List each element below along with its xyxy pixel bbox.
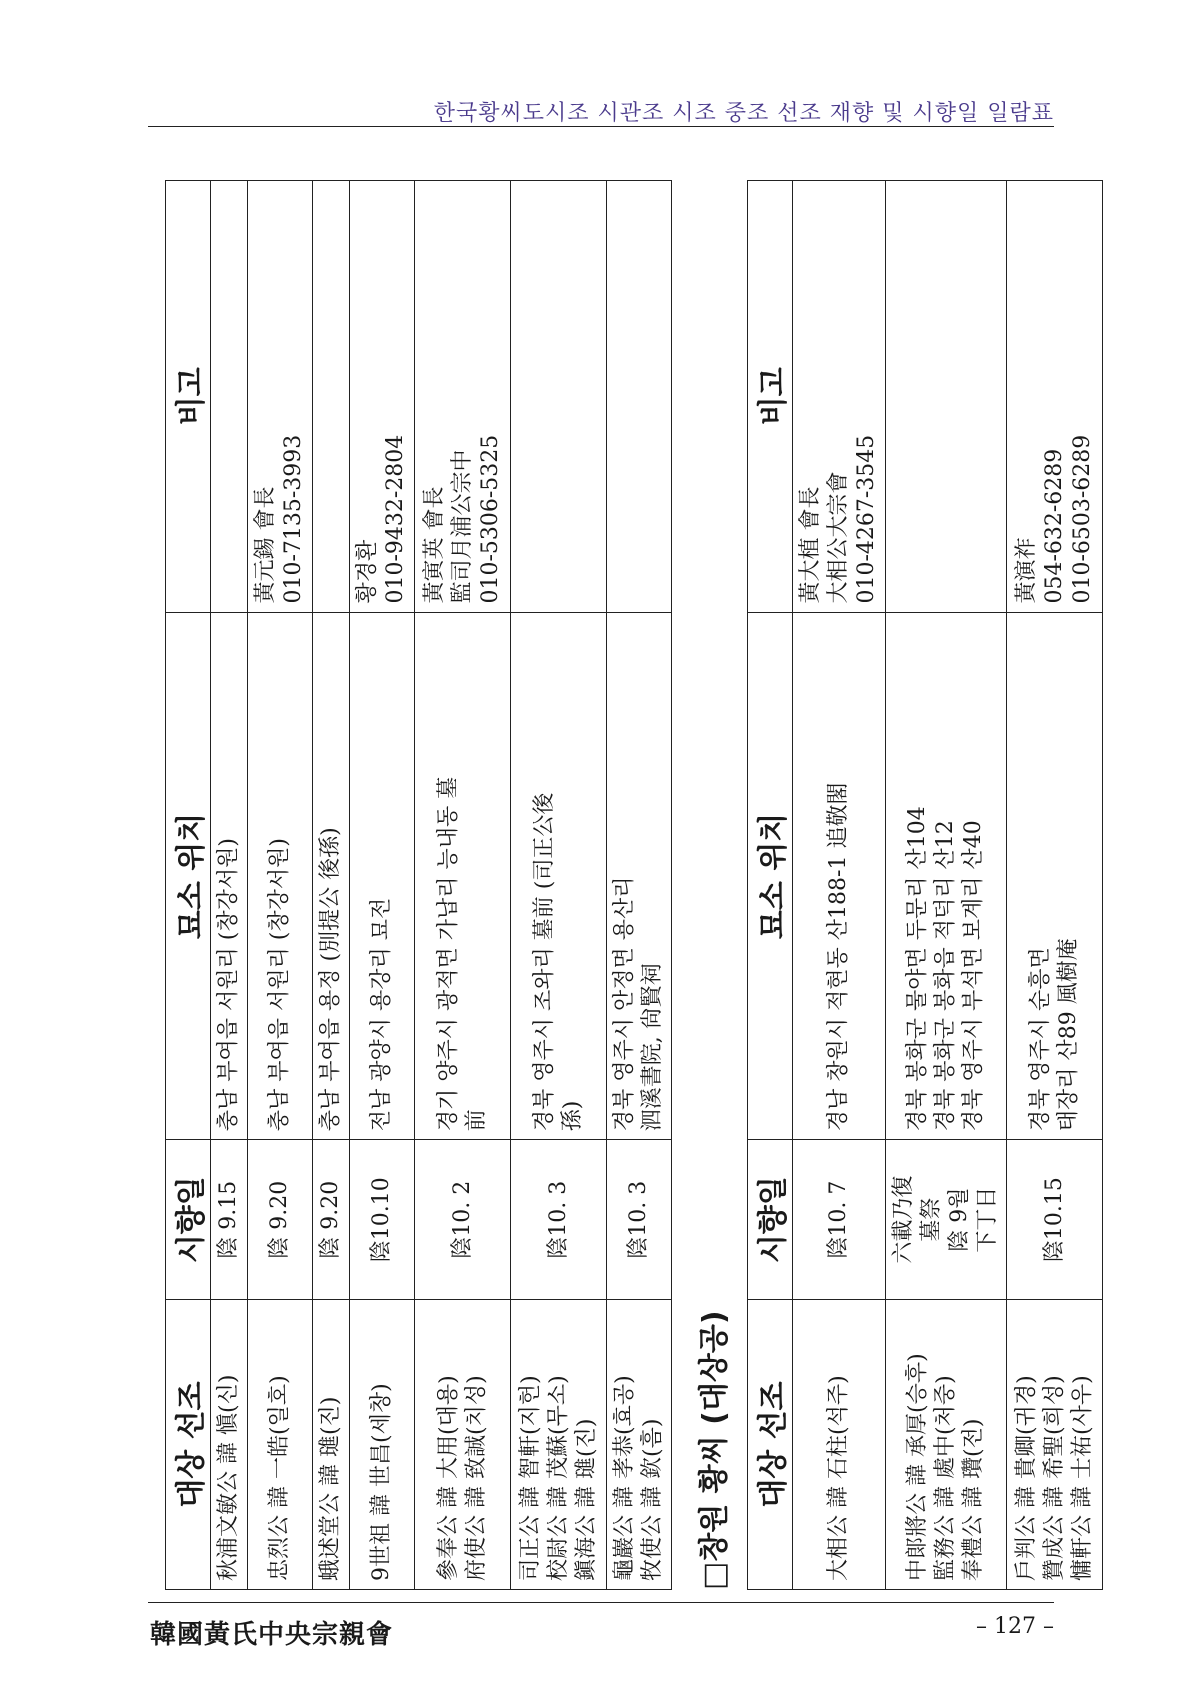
- location-line: 경북 영주시 부석면 보계리 산40: [961, 820, 986, 1132]
- column-header: 묘소 위치: [166, 612, 211, 1140]
- date-line: 陰10. 7: [826, 1180, 851, 1259]
- page-header-title: 한국황씨도시조 시관조 시조 중조 선조 재향 및 시향일 일람표: [433, 101, 1054, 126]
- date-line: 陰 9.20: [267, 1180, 292, 1259]
- column-header: 비고: [748, 181, 793, 613]
- ancestor-line: 戶判公 諱 貴卿(귀경): [1013, 1375, 1039, 1581]
- note-cell: [511, 181, 607, 613]
- ancestor-line: 龜巖公 諱 孝恭(효공): [612, 1375, 637, 1581]
- footer-organization: 韓國黃氏中央宗親會: [150, 1620, 394, 1650]
- location-cell: [248, 612, 313, 1140]
- note-line: 黃元錫 會長: [253, 486, 278, 604]
- ancestor-cell: [886, 1300, 1007, 1590]
- table-header-row: [748, 181, 793, 1590]
- location-line: 경북 영주시 조와리 墓前 (司正公後: [531, 792, 557, 1132]
- date-line: 陰10. 3: [626, 1180, 651, 1259]
- location-line: 泗溪書院, 尙賢祠: [640, 963, 665, 1132]
- table-row: [1007, 181, 1103, 1590]
- location-line: 충남 부여읍 서원리 (창강서원): [216, 838, 241, 1132]
- section-title: 창원 황씨 (대상공): [697, 1310, 732, 1562]
- note-line: 黃寅英 會長: [421, 486, 447, 604]
- section-caption-changwon: [689, 1310, 733, 1590]
- ancestor-line: 慵軒公 諱 士祐(사우): [1069, 1375, 1095, 1581]
- date-cell: [248, 1140, 313, 1300]
- ancestor-line: 司正公 諱 智軒(지헌): [517, 1375, 543, 1581]
- page-number: – 127 –: [976, 1614, 1054, 1639]
- note-cell: [350, 181, 415, 613]
- date-line: 墓祭: [919, 1197, 944, 1242]
- ancestor-cell: [350, 1300, 415, 1590]
- ancestor-cell: [313, 1300, 350, 1590]
- column-header: 비고: [166, 181, 211, 613]
- date-cell: [607, 1140, 672, 1300]
- location-cell: [313, 612, 350, 1140]
- date-cell: [211, 1140, 248, 1300]
- note-cell: [793, 181, 886, 613]
- note-cell: [415, 181, 511, 613]
- location-line: 前: [463, 1109, 489, 1132]
- table-header-row: [166, 181, 211, 1590]
- date-line: 陰 9월: [947, 1187, 972, 1252]
- location-cell: [886, 612, 1007, 1140]
- column-header: 대상 선조: [748, 1300, 793, 1590]
- date-line: 陰10. 3: [545, 1180, 571, 1259]
- ancestor-cell: [607, 1300, 672, 1590]
- location-cell: [211, 612, 248, 1140]
- ancestor-line: 鎭海公 諱 璡(진): [573, 1418, 599, 1581]
- note-line: 010-4267-3545: [854, 434, 879, 604]
- location-cell: [793, 612, 886, 1140]
- note-cell: [1007, 181, 1103, 613]
- note-line: 黃演祚: [1013, 537, 1039, 604]
- ancestor-line: 忠烈公 諱 一皓(일호): [267, 1375, 292, 1581]
- location-line: 경북 봉화군 봉화읍 적덕리 산12: [933, 820, 958, 1132]
- location-line: 경북 봉화군 물야면 두문리 산104: [905, 806, 930, 1132]
- table-row: [793, 181, 886, 1590]
- location-cell: [350, 612, 415, 1140]
- ancestor-line: 監務公 諱 處中(처중): [933, 1375, 958, 1581]
- ancestor-table-2: [747, 180, 1103, 1590]
- note-line: 황경환: [355, 539, 380, 604]
- ancestor-cell: [1007, 1300, 1103, 1590]
- ancestor-line: 秋浦文敏公 諱 愼(신): [216, 1374, 241, 1581]
- location-line: 경북 영주시 순흥면: [1027, 947, 1053, 1132]
- location-cell: [415, 612, 511, 1140]
- date-line: 陰10.15: [1041, 1177, 1067, 1263]
- location-line: 孫): [559, 1100, 585, 1132]
- note-cell: [607, 181, 672, 613]
- ancestor-table-1: [165, 180, 672, 1590]
- table-row: [511, 181, 607, 1590]
- note-line: 010-5306-5325: [477, 434, 503, 604]
- column-header: 시향일: [748, 1140, 793, 1300]
- rotated-content: [165, 180, 1095, 1590]
- ancestor-cell: [211, 1300, 248, 1590]
- location-line: 경북 영주시 안정면 용산리: [612, 876, 637, 1132]
- date-cell: [350, 1140, 415, 1300]
- table-row: [313, 181, 350, 1590]
- location-cell: [511, 612, 607, 1140]
- table-row: [415, 181, 511, 1590]
- note-line: 監司月浦公宗中: [449, 449, 475, 604]
- ancestor-line: 中郞將公 諱 承厚(승후): [905, 1353, 930, 1581]
- section-box-icon: □: [697, 1561, 732, 1590]
- location-cell: [1007, 612, 1103, 1140]
- ancestor-cell: [511, 1300, 607, 1590]
- date-cell: [313, 1140, 350, 1300]
- column-header: 대상 선조: [166, 1300, 211, 1590]
- ancestor-line: 蛾述堂公 諱 璡(진): [318, 1396, 343, 1581]
- table-row: [607, 181, 672, 1590]
- date-cell: [1007, 1140, 1103, 1300]
- column-header: 묘소 위치: [748, 612, 793, 1140]
- ancestor-line: 校尉公 諱 茂蘇(무소): [545, 1375, 571, 1581]
- table-row: [211, 181, 248, 1590]
- note-line: 010-9432-2804: [383, 434, 408, 604]
- date-cell: [886, 1140, 1007, 1300]
- table-row: [248, 181, 313, 1590]
- ancestor-line: 9世祖 諱 世昌(세창): [369, 1383, 394, 1581]
- note-line: 010-6503-6289: [1069, 434, 1095, 604]
- date-line: 下丁日: [975, 1186, 1000, 1253]
- header-divider: [148, 126, 1054, 127]
- date-line: 陰 9.15: [216, 1180, 241, 1259]
- table-row: [350, 181, 415, 1590]
- note-cell: [313, 181, 350, 613]
- table-row: [886, 181, 1007, 1590]
- note-line: 010-7135-3993: [281, 434, 306, 604]
- ancestor-line: 贊成公 諱 希聖(희성): [1041, 1375, 1067, 1581]
- note-cell: [886, 181, 1007, 613]
- date-cell: [511, 1140, 607, 1300]
- date-line: 陰 9.20: [318, 1180, 343, 1259]
- ancestor-line: 牧使公 諱 欽(흠): [640, 1418, 665, 1581]
- ancestor-line: 參奉公 諱 大用(대용): [435, 1375, 461, 1581]
- note-line: 大相公大宗會: [826, 471, 851, 604]
- date-line: 陰10.10: [369, 1177, 394, 1263]
- date-line: 陰10. 2: [449, 1180, 475, 1259]
- note-line: 黃大植 會長: [798, 486, 823, 604]
- date-cell: [793, 1140, 886, 1300]
- date-line: 六載乃復: [891, 1175, 916, 1264]
- location-line: 태장리 산89 風樹庵: [1055, 938, 1081, 1132]
- note-cell: [211, 181, 248, 613]
- location-line: 충남 부여읍 용정 (別提公 後孫): [318, 827, 343, 1132]
- location-line: 충남 부여읍 서원리 (창강서원): [267, 838, 292, 1132]
- column-header: 시향일: [166, 1140, 211, 1300]
- ancestor-line: 奉禮公 諱 瓚(전): [961, 1418, 986, 1581]
- note-line: 054-632-6289: [1041, 448, 1067, 604]
- note-cell: [248, 181, 313, 613]
- ancestor-line: 府使公 諱 致誠(치성): [463, 1375, 489, 1581]
- location-line: 전남 광양시 용강리 묘전: [369, 897, 394, 1132]
- location-cell: [607, 612, 672, 1140]
- ancestor-line: 大相公 諱 石柱(석주): [826, 1375, 851, 1581]
- date-cell: [415, 1140, 511, 1300]
- location-line: 경남 창원시 적현동 산188-1 追敬閣: [826, 782, 851, 1132]
- footer-divider: [148, 1602, 1054, 1603]
- location-line: 경기 양주시 광적면 가납리 능내동 墓: [435, 776, 461, 1132]
- ancestor-cell: [248, 1300, 313, 1590]
- ancestor-cell: [415, 1300, 511, 1590]
- ancestor-cell: [793, 1300, 886, 1590]
